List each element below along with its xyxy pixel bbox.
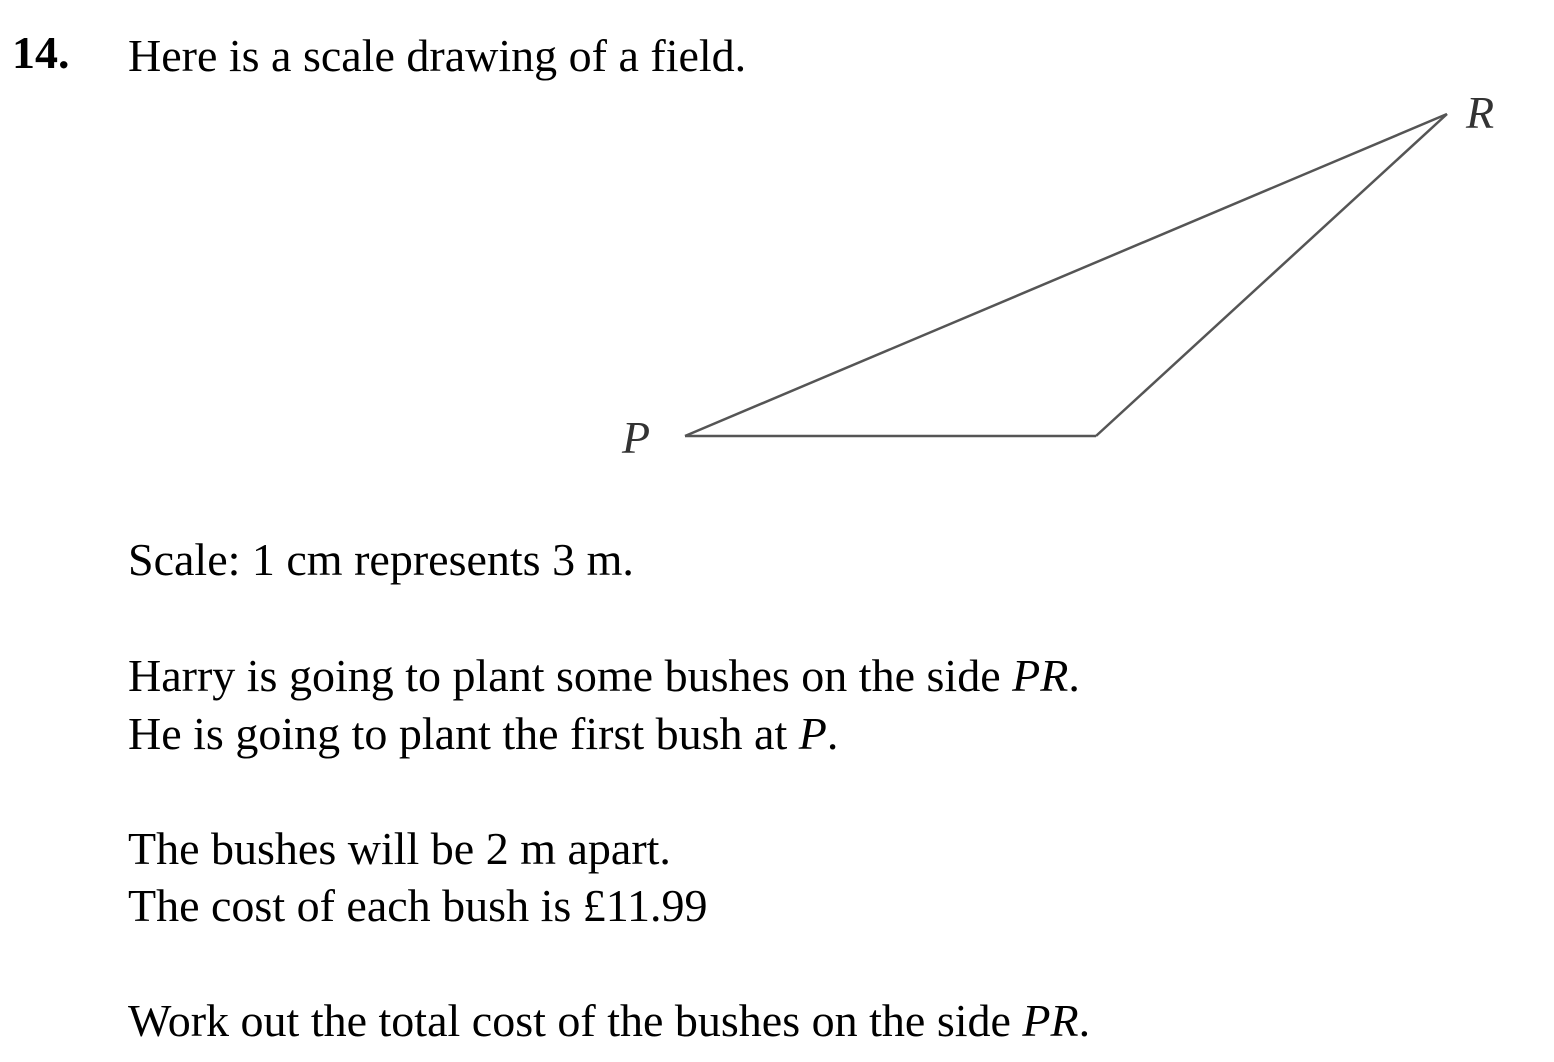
task-line (128, 995, 1091, 1046)
scale-text: Scale: 1 cm represents 3 m. (128, 534, 634, 585)
first-bush-end: . (826, 708, 839, 759)
side-pr-name: PR (1012, 650, 1069, 701)
side-pr (685, 114, 1447, 436)
point-p-name: P (798, 708, 827, 759)
vertex-r-label: R (1466, 87, 1495, 138)
first-bush-text: He is going to plant the first bush at (128, 708, 799, 759)
harry-line (128, 650, 1080, 701)
question-number: 14. (12, 27, 70, 78)
task-side-name: PR (1022, 995, 1079, 1046)
cost-line: The cost of each bush is £11.99 (128, 880, 708, 931)
task-end: . (1078, 995, 1091, 1046)
harry-text: Harry is going to plant some bushes on the side (128, 650, 1013, 701)
first-bush-line (128, 708, 839, 759)
harry-end: . (1068, 650, 1080, 701)
task-text: Work out the total cost of the bushes on the side (128, 995, 1023, 1046)
vertex-p-label: P (622, 412, 651, 463)
question-intro: Here is a scale drawing of a field. (128, 30, 747, 81)
spacing-line: The bushes will be 2 m apart. (128, 823, 671, 874)
side-right (1096, 114, 1447, 436)
